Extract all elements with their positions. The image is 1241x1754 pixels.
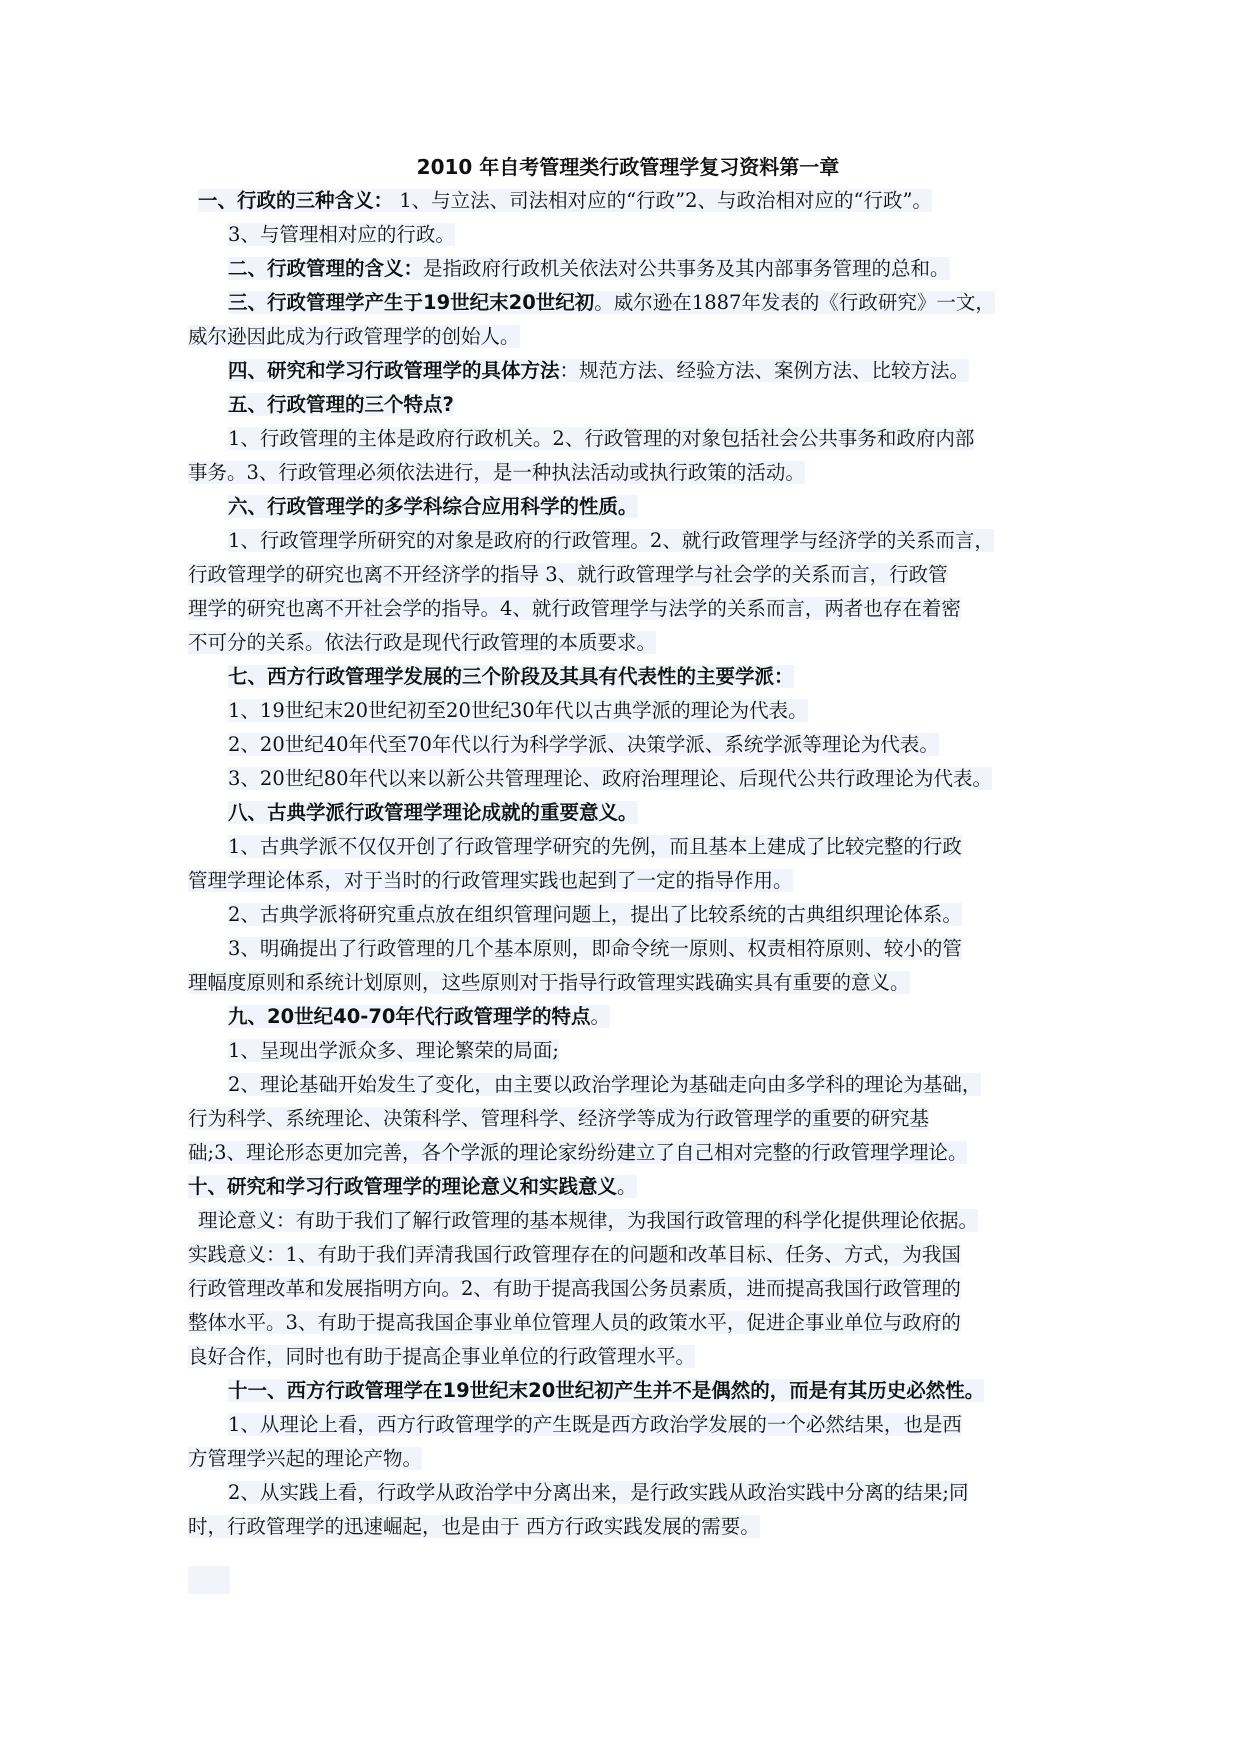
section-8-line: 管理学理论体系，对于当时的行政管理实践也起到了一定的指导作用。 xyxy=(188,869,793,892)
section-11-line: 方管理学兴起的理论产物。 xyxy=(188,1447,423,1470)
section-4 xyxy=(188,354,1068,388)
section-1-cont: 3、与管理相对应的行政。 xyxy=(228,223,455,246)
section-8-line: 3、明确提出了行政管理的几个基本原则，即命令统一原则、权责相符原则、较小的管 xyxy=(228,937,962,960)
section-9-line: 2、理论基础开始发生了变化，由主要以政治学理论为基础走向由多学科的理论为基础， xyxy=(228,1073,982,1096)
section-4-text: ：规范方法、经验方法、案例方法、比较方法。 xyxy=(559,359,970,382)
section-8-line: 理幅度原则和系统计划原则，这些原则对于指导行政管理实践确实具有重要的意义。 xyxy=(188,971,910,994)
section-8-heading: 八、古典学派行政管理学理论成就的重要意义。 xyxy=(228,801,638,824)
section-3-heading: 三、行政管理学产生于19世纪末20世纪初 xyxy=(228,291,595,314)
section-2 xyxy=(188,252,1068,286)
section-2-text: 是指政府行政机关依法对公共事务及其内部事务管理的总和。 xyxy=(423,257,950,280)
empty-highlight-block xyxy=(188,1566,230,1594)
section-7-line: 1、19世纪末20世纪初至20世纪30年代以古典学派的理论为代表。 xyxy=(228,699,808,722)
section-7-line: 2、20世纪40年代至70年代以行为科学学派、决策学派、系统学派等理论为代表。 xyxy=(228,733,939,756)
section-5-line: 1、行政管理的主体是政府行政机关。2、行政管理的对象包括社会公共事务和政府内部 xyxy=(228,427,975,450)
document-title: 2010 年自考管理类行政管理学复习资料第一章 xyxy=(416,155,840,179)
section-10-line: 行政管理改革和发展指明方向。2、有助于提高我国公务员素质，进而提高我国行政管理的 xyxy=(188,1277,961,1300)
section-10-line: 良好合作，同时也有助于提高企事业单位的行政管理水平。 xyxy=(188,1345,696,1368)
section-6-line: 行政管理学的研究也离不开经济学的指导 3、就行政管理学与社会学的关系而言，行政管 xyxy=(188,563,948,586)
section-9-line: 行为科学、系统理论、决策科学、管理科学、经济学等成为行政管理学的重要的研究基 xyxy=(188,1107,930,1130)
section-1-heading: 一、行政的三种含义： xyxy=(198,189,394,212)
section-9-line: 1、呈现出学派众多、理论繁荣的局面; xyxy=(228,1039,559,1062)
section-6-line: 不可分的关系。依法行政是现代行政管理的本质要求。 xyxy=(188,631,657,654)
section-5-line: 事务。3、行政管理必须依法进行，是一种执法活动或执行政策的活动。 xyxy=(188,461,805,484)
section-6-line: 理学的研究也离不开社会学的指导。4、就行政管理学与法学的关系而言，两者也存在着密 xyxy=(188,597,961,620)
section-10-line: 整体水平。3、有助于提高我国企事业单位管理人员的政策水平，促进企事业单位与政府的 xyxy=(188,1311,961,1334)
section-8-line: 1、古典学派不仅仅开创了行政管理学研究的先例，而且基本上建成了比较完整的行政 xyxy=(228,835,962,858)
section-9-line: 础;3、理论形态更加完善，各个学派的理论家纷纷建立了自己相对完整的行政管理学理论。 xyxy=(188,1141,968,1164)
section-1-text: 1、与立法、司法相对应的“行政”2、与政治相对应的“行政”。 xyxy=(399,189,932,212)
section-11-line: 1、从理论上看，西方行政管理学的产生既是西方政治学发展的一个必然结果，也是西 xyxy=(228,1413,962,1436)
section-11-heading: 十一、西方行政管理学在19世纪末20世纪初产生并不是偶然的，而是有其历史必然性。 xyxy=(228,1379,985,1402)
section-7-line: 3、20世纪80年代以来以新公共管理理论、政府治理理论、后现代公共行政理论为代表。 xyxy=(228,767,993,790)
section-10-heading: 十、研究和学习行政管理学的理论意义和实践意义 xyxy=(188,1175,618,1198)
section-9-heading-tail: 。 xyxy=(590,1005,611,1028)
section-6-heading: 六、行政管理学的多学科综合应用科学的性质。 xyxy=(228,495,638,518)
section-3 xyxy=(188,286,1068,320)
document-page xyxy=(188,150,1068,1544)
section-1 xyxy=(188,184,1068,218)
section-3-cont: 威尔逊因此成为行政管理学的创始人。 xyxy=(188,325,520,348)
section-10-heading-tail: 。 xyxy=(617,1175,637,1198)
section-3-text: 。威尔逊在1887年发表的《行政研究》一文， xyxy=(594,291,995,314)
section-9-heading: 九、20世纪40-70年代行政管理学的特点 xyxy=(228,1005,591,1028)
section-2-heading: 二、行政管理的含义： xyxy=(228,257,424,280)
section-7-heading: 七、西方行政管理学发展的三个阶段及其具有代表性的主要学派： xyxy=(228,665,794,688)
section-10-line: 实践意义：1、有助于我们弄清我国行政管理存在的问题和改革目标、任务、方式，为我国 xyxy=(188,1243,961,1266)
section-5-heading: 五、行政管理的三个特点? xyxy=(228,393,454,416)
section-11-line: 2、从实践上看，行政学从政治学中分离出来，是行政实践从政治实践中分离的结果;同 xyxy=(228,1481,969,1504)
section-11-line: 时，行政管理学的迅速崛起，也是由于 西方行政实践发展的需要。 xyxy=(188,1515,760,1538)
section-4-heading: 四、研究和学习行政管理学的具体方法 xyxy=(228,359,560,382)
section-10-line: 理论意义：有助于我们了解行政管理的基本规律，为我国行政管理的科学化提供理论依据。 xyxy=(198,1209,979,1232)
section-6-line: 1、行政管理学所研究的对象是政府的行政管理。2、就行政管理学与经济学的关系而言， xyxy=(228,529,994,552)
section-8-line: 2、古典学派将研究重点放在组织管理问题上，提出了比较系统的古典组织理论体系。 xyxy=(228,903,962,926)
